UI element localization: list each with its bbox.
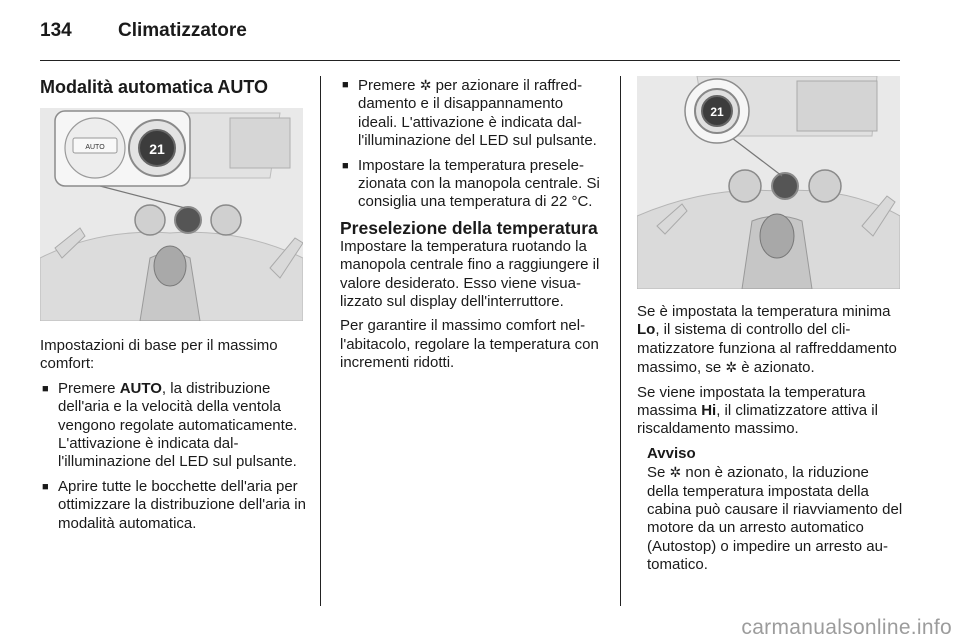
snowflake-icon: ✲ [419, 77, 432, 93]
intro-paragraph: Impostazioni di base per il massimo comfort: [40, 337, 278, 373]
chapter-title: Climatizzatore [118, 20, 247, 41]
auto-keyword: AUTO [119, 379, 162, 397]
temperature-paragraph-1: Impostare la temperatura ruotando la manopola centrale fino a raggiungere il valore desiderato. Esso viene visualizzato sul display dell'interruttore. [340, 237, 600, 311]
section-title-auto-mode: Modalità automatica AUTO [40, 77, 269, 97]
bullet-set-temperature: ■ Impostare la temperatura preselezionata con la manopola centrale. Si consiglia una temperatura di 22 °C. [340, 157, 606, 212]
bullet-press-ac: ■ Premere ✲ per azionare il raffreddamento e il disappannamento ideali. L'attivazione è indicata dall'illuminazione del LED sul pulsante. [340, 76, 606, 151]
hi-keyword: Hi [701, 402, 717, 420]
climate-panel-illustration [40, 108, 303, 321]
max-temperature-paragraph: Se viene impostata la temperatura massima Hi, il climatizzatore attiva il riscaldamento massimo. [637, 383, 878, 438]
column-1 [40, 76, 306, 539]
min-temperature-paragraph: Se è impostata la temperatura minima Lo, il sistema di controllo del climatizzatore funziona al raffreddamento massimo, se ✲ è azionato. [637, 303, 897, 377]
header-divider [40, 60, 900, 61]
figure-auto-label: AUTO [85, 144, 105, 151]
section-title-temperature-preset: Preselezione della temperatura [340, 217, 598, 238]
temperature-paragraph-2: Per garantire il massimo comfort nell'abitacolo, regolare la temperatura con incrementi ridotti. [340, 317, 599, 372]
watermark-text: carmanualsonline.info [741, 616, 952, 639]
lo-keyword: Lo [637, 321, 656, 339]
note-body: Se ✲ non è azionato, la riduzione della temperatura impostata della cabina può causare il riavviamento del motore da un arresto automatico (Autostop) o impedire un arresto automatico. [647, 464, 903, 574]
column-2 [340, 76, 606, 379]
climate-control-figure-2 [637, 76, 900, 289]
figure-display-value-2: 21 [710, 105, 724, 119]
snowflake-icon: ✲ [669, 464, 682, 481]
bullet-open-vents: ■ Aprire tutte le bocchette dell'aria per ottimizzare la distribuzione dell'aria in modalità automatica. [40, 478, 306, 533]
note-title: Avviso [647, 444, 696, 462]
snowflake-icon: ✲ [725, 359, 738, 376]
warning-note [637, 445, 903, 575]
column-divider-1 [320, 76, 321, 606]
bullet-press-auto: ■ Premere AUTO, la distribuzione dell'aria e la velocità della ventola vengono regolate automaticamente. L'attivazione è indicata dall'illuminazione del LED sul pulsante. [40, 380, 306, 472]
page-header [40, 20, 247, 50]
column-3 [637, 76, 903, 575]
dashboard-illustration [637, 76, 900, 289]
figure-display-value: 21 [149, 141, 165, 157]
column-divider-2 [620, 76, 621, 606]
climate-control-figure-1 [40, 108, 303, 321]
page-number: 134 [40, 20, 72, 41]
